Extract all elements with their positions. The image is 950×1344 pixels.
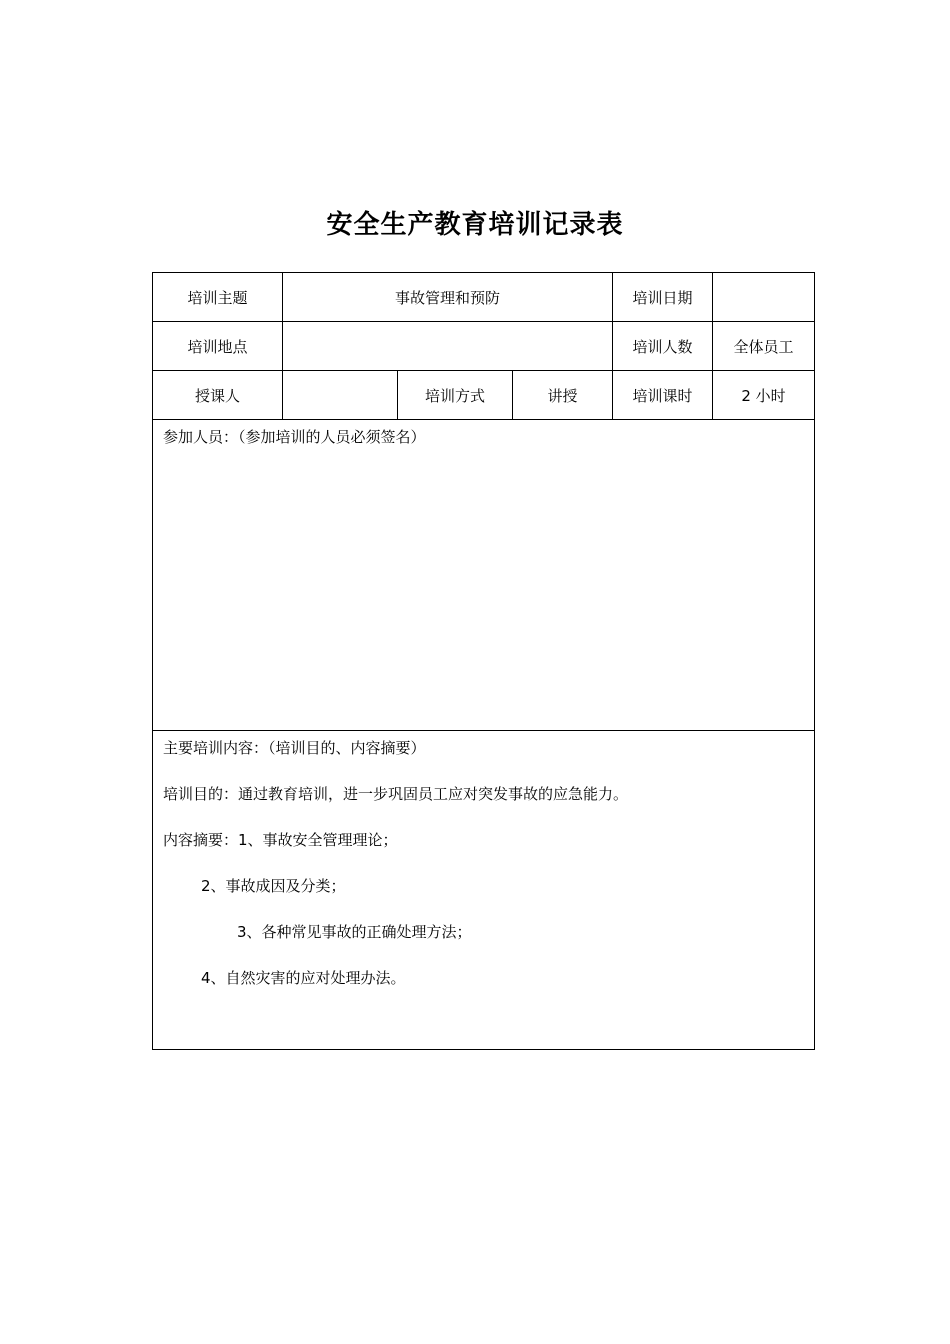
attendees-label: 参加人员：（参加培训的人员必须签名） xyxy=(163,428,426,446)
topic-label: 培训主题 xyxy=(153,273,283,322)
summary-item-4: 4、自然灾害的应对处理办法。 xyxy=(201,969,406,987)
summary-item-2: 2、事故成因及分类； xyxy=(201,877,346,895)
page-title: 安全生产教育培训记录表 xyxy=(326,210,624,240)
date-label: 培训日期 xyxy=(613,273,713,322)
table-row xyxy=(153,273,815,322)
location-label: 培训地点 xyxy=(153,322,283,371)
training-purpose: 培训目的：通过教育培训，进一步巩固员工应对突发事故的应急能力。 xyxy=(163,785,629,803)
table-row xyxy=(153,322,815,371)
method-label: 培训方式 xyxy=(398,371,513,420)
content-heading: 主要培训内容：（培训目的、内容摘要） xyxy=(163,739,426,757)
lecturer-label: 授课人 xyxy=(153,371,283,420)
location-value[interactable] xyxy=(283,322,613,371)
training-record-table xyxy=(152,272,815,1050)
attendees-cell[interactable] xyxy=(153,420,815,731)
table-row xyxy=(153,420,815,731)
topic-value[interactable]: 事故管理和预防 xyxy=(283,273,613,322)
count-label: 培训人数 xyxy=(613,322,713,371)
lecturer-value[interactable] xyxy=(283,371,398,420)
count-value[interactable]: 全体员工 xyxy=(713,322,815,371)
table-row xyxy=(153,371,815,420)
date-value[interactable] xyxy=(713,273,815,322)
method-value[interactable]: 讲授 xyxy=(513,371,613,420)
summary-item-3: 3、各种常见事故的正确处理方法； xyxy=(237,923,472,941)
hours-value[interactable]: 2 小时 xyxy=(713,371,815,420)
hours-label: 培训课时 xyxy=(613,371,713,420)
summary-item-1: 内容摘要：1、事故安全管理理论； xyxy=(163,831,398,849)
table-row xyxy=(153,731,815,1050)
content-cell xyxy=(153,731,815,1050)
